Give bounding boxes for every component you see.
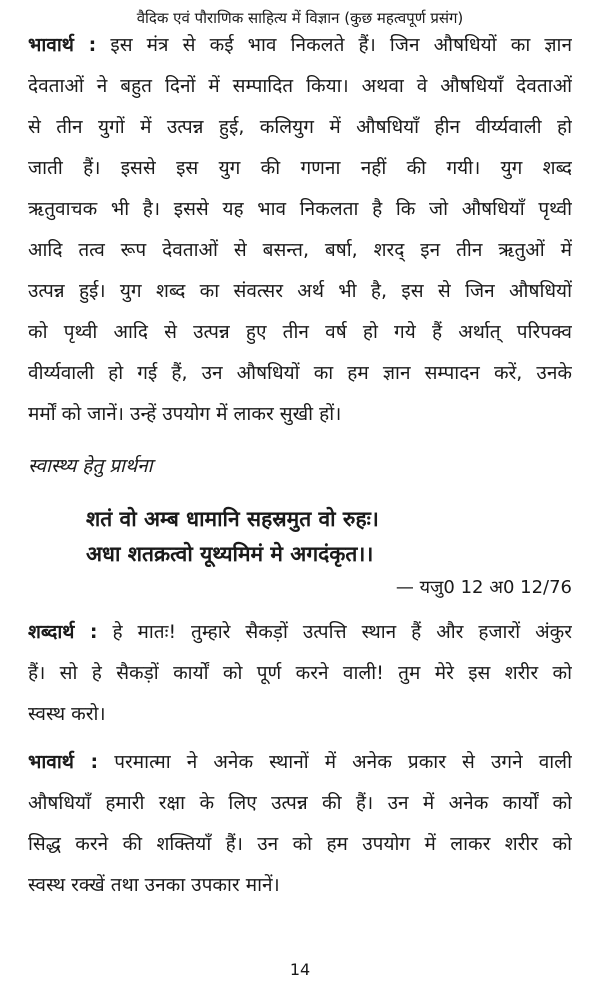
verse-citation: — यजु0 12 अ0 12/76: [395, 577, 572, 598]
paragraph-shabdarth: [28, 612, 572, 735]
text-line: स्वस्थ करो।: [28, 703, 106, 725]
paragraph-label: शब्दार्थ :: [28, 621, 98, 643]
text-line: से तीन युगों में उत्पन्न हुई, कलियुग में औषधियाँ हीन वीर्य्यवाली हो: [28, 116, 572, 138]
text-line: मर्मों को जानें। उन्हें उपयोग में लाकर सुखी हों।: [28, 403, 342, 425]
paragraph-bhavarth-2: [28, 742, 572, 906]
text-line: जाती हैं। इससे इस युग की गणना नहीं की गयी। युग शब्द: [28, 157, 572, 179]
page-number: 14: [289, 960, 311, 979]
text-line: शब्दार्थ : हे मातः! तुम्हारे सैकड़ों उत्पत्ति स्थान हैं और हजारों अंकुर: [28, 621, 572, 643]
text-line: देवताओं ने बहुत दिनों में सम्पादित किया। अथवा वे औषधियाँ देवताओं: [28, 75, 572, 97]
text-line: औषधियाँ हमारी रक्षा के लिए उत्पन्न की हैं। उन में अनेक कार्यों को: [28, 792, 572, 814]
running-header: वैदिक एवं पौराणिक साहित्य में विज्ञान (कुछ महत्वपूर्ण प्रसंग): [136, 9, 464, 27]
text-line: स्वस्थ रक्खें तथा उनका उपकार मानें।: [28, 874, 280, 896]
verse-line: अधा शतक्रत्वो यूथ्यमिमं मे अगदंकृत।।: [86, 542, 374, 566]
section-heading: स्वास्थ्य हेतु प्रार्थना: [28, 455, 153, 477]
text-line: उत्पन्न हुई। युग शब्द का संवत्सर अर्थ भी है, इस से जिन औषधियों: [28, 280, 572, 302]
paragraph-bhavarth-1: [28, 25, 572, 435]
paragraph-label: भावार्थ :: [28, 751, 99, 773]
text-line: भावार्थ : इस मंत्र से कई भाव निकलते हैं। जिन औषधियों का ज्ञान: [28, 34, 572, 56]
text-line: आदि तत्व रूप देवताओं से बसन्त, बर्षा, शरद् इन तीन ऋतुओं में: [28, 239, 572, 261]
text-line: सिद्ध करने की शक्तियाँ हैं। उन को हम उपयोग में लाकर शरीर को: [28, 833, 572, 855]
verse-line: शतं वो अम्ब धामानि सहस्रमुत वो रुहः।: [86, 507, 379, 531]
text-line: ऋतुवाचक भी है। इससे यह भाव निकलता है कि जो औषधियाँ पृथ्वी: [28, 198, 572, 220]
text-line: हैं। सो हे सैकड़ों कार्यों को पूर्ण करने वाली! तुम मेरे इस शरीर को: [28, 662, 572, 684]
paragraph-label: भावार्थ :: [28, 34, 97, 56]
text-line: को पृथ्वी आदि से उत्पन्न हुए तीन वर्ष हो गये हैं अर्थात् परिपक्व: [28, 321, 572, 343]
text-line: वीर्य्यवाली हो गई हैं, उन औषधियों का हम ज्ञान सम्पादन करें, उनके: [28, 362, 572, 384]
text-line: भावार्थ : परमात्मा ने अनेक स्थानों में अनेक प्रकार से उगने वाली: [28, 751, 572, 773]
